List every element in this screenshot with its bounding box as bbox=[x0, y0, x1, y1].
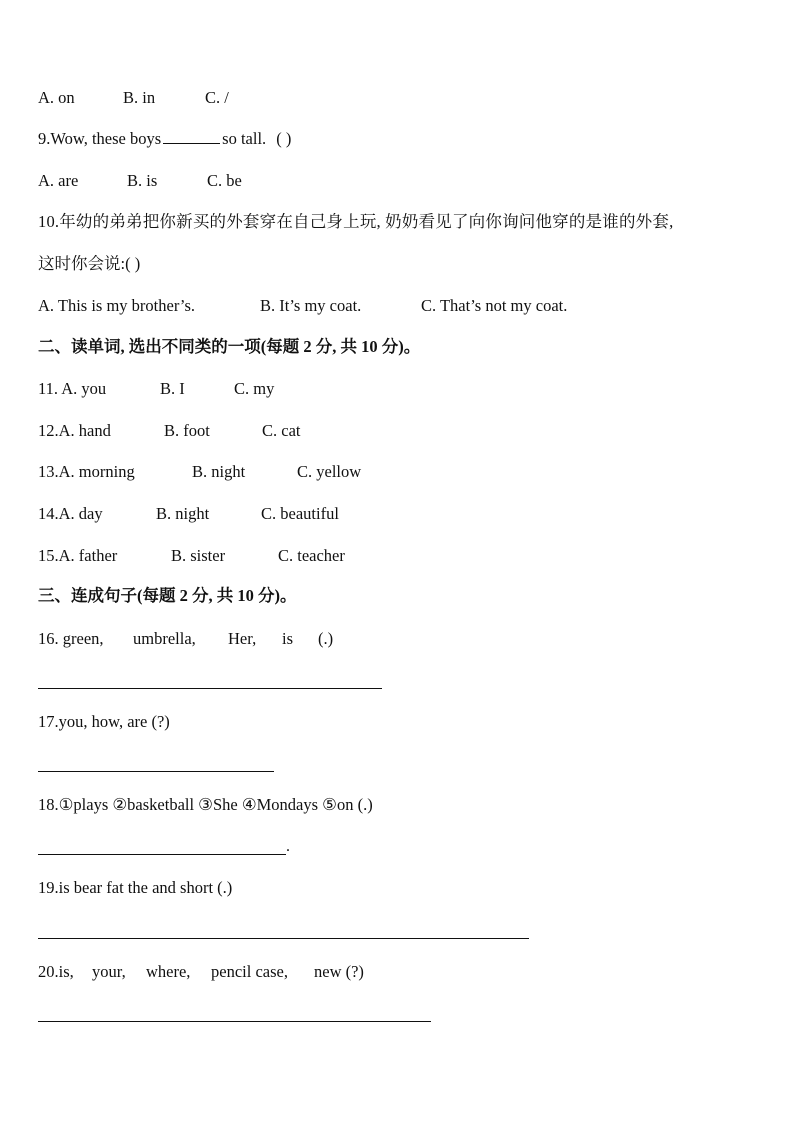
q11-row bbox=[38, 378, 438, 400]
q16-word-4: is bbox=[282, 629, 294, 648]
q20-words bbox=[38, 961, 378, 983]
q12-option-b: B. foot bbox=[164, 421, 210, 440]
q9-text-before: 9.Wow, these boys bbox=[38, 129, 162, 148]
q19-words: 19.is bear fat the and short (.) bbox=[38, 878, 233, 897]
q9-text-after: so tall. bbox=[222, 129, 267, 148]
q8-option-a: A. on bbox=[38, 88, 75, 107]
q10-question-line1: 10.年幼的弟弟把你新买的外套穿在自己身上玩, 奶奶看见了向你询问他穿的是谁的外套, bbox=[38, 212, 674, 231]
q9-option-b: B. is bbox=[127, 171, 158, 190]
q18-words: 18.①plays ②basketball ③She ④Mondays ⑤on (.) bbox=[38, 795, 373, 814]
q9-answer-blank[interactable] bbox=[163, 129, 220, 144]
section2-heading: 二、读单词, 选出不同类的一项(每题 2 分, 共 10 分)。 bbox=[38, 337, 421, 356]
q20-word-2: your, bbox=[92, 962, 126, 981]
q10-option-a: A. This is my brother’s. bbox=[38, 296, 196, 315]
q10-option-b: B. It’s my coat. bbox=[260, 296, 362, 315]
q20-word-4: pencil case, bbox=[211, 962, 288, 981]
q9-options bbox=[38, 170, 338, 192]
q16-words bbox=[38, 628, 358, 650]
section3-heading: 三、连成句子(每题 2 分, 共 10 分)。 bbox=[38, 586, 297, 605]
q16-word-1: 16. green, bbox=[38, 629, 104, 648]
q14-option-b: B. night bbox=[156, 504, 210, 523]
q16-answer-line[interactable] bbox=[38, 688, 382, 689]
q8-option-c: C. / bbox=[205, 88, 229, 107]
q14-option-c: C. beautiful bbox=[261, 504, 339, 523]
q16-word-3: Her, bbox=[228, 629, 257, 648]
q12-option-a: 12.A. hand bbox=[38, 421, 111, 440]
q15-option-c: C. teacher bbox=[278, 546, 345, 565]
q16-word-5: (.) bbox=[318, 629, 334, 648]
q20-word-1: 20.is, bbox=[38, 962, 74, 981]
q15-option-a: 15.A. father bbox=[38, 546, 118, 565]
q13-option-c: C. yellow bbox=[297, 462, 362, 481]
q17-answer-line[interactable] bbox=[38, 771, 274, 772]
q14-row bbox=[38, 503, 438, 525]
q16-word-2: umbrella, bbox=[133, 629, 196, 648]
q10-question-line2: 这时你会说:( ) bbox=[38, 254, 141, 273]
q9-answer-paren[interactable]: ( ) bbox=[276, 129, 292, 148]
q19-answer-line[interactable] bbox=[38, 938, 529, 939]
q8-options bbox=[38, 87, 338, 109]
q10-option-c: C. That’s not my coat. bbox=[421, 296, 568, 315]
q17-words: 17.you, how, are (?) bbox=[38, 712, 170, 731]
q10-options bbox=[38, 295, 658, 317]
q15-option-b: B. sister bbox=[171, 546, 226, 565]
q11-option-b: B. I bbox=[160, 379, 185, 398]
q13-option-b: B. night bbox=[192, 462, 246, 481]
q13-row bbox=[38, 461, 438, 483]
q14-option-a: 14.A. day bbox=[38, 504, 103, 523]
q13-option-a: 13.A. morning bbox=[38, 462, 135, 481]
q18-period: . bbox=[286, 838, 290, 855]
q9-option-a: A. are bbox=[38, 171, 79, 190]
q9-option-c: C. be bbox=[207, 171, 242, 190]
q11-option-a: 11. A. you bbox=[38, 379, 107, 398]
q9-question bbox=[38, 128, 291, 150]
q12-row bbox=[38, 420, 438, 442]
q20-word-3: where, bbox=[146, 962, 191, 981]
q11-option-c: C. my bbox=[234, 379, 275, 398]
q12-option-c: C. cat bbox=[262, 421, 301, 440]
q8-option-b: B. in bbox=[123, 88, 156, 107]
q20-word-5: new (?) bbox=[314, 962, 364, 981]
q18-answer-line[interactable] bbox=[38, 854, 286, 855]
q15-row bbox=[38, 545, 438, 567]
q20-answer-line[interactable] bbox=[38, 1021, 431, 1022]
